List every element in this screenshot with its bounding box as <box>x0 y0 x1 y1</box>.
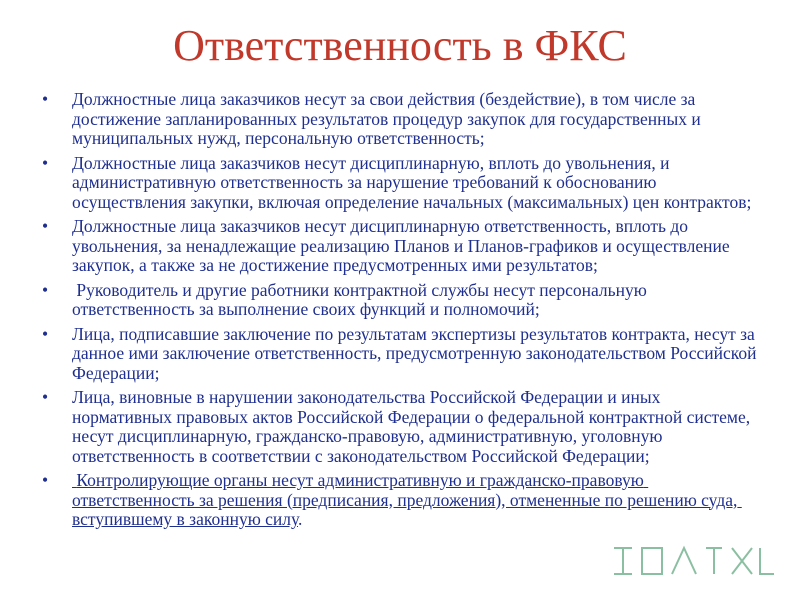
bullet-dot-icon: • <box>42 216 49 236</box>
bullet-dot-icon: • <box>42 470 49 490</box>
bullet-item <box>40 388 760 466</box>
bullet-item <box>40 325 760 384</box>
watermark-logo-icon <box>608 540 778 580</box>
slide-title: Ответственность в ФКС <box>173 21 627 70</box>
bullet-trailing-period: . <box>298 509 303 529</box>
bullet-dot-icon: • <box>42 279 49 300</box>
bullet-list <box>40 90 760 535</box>
bullet-text: Должностные лица заказчиков несут дисциплинарную ответственность, вплоть до увольнения, за ненадлежащие реализацию Планов и Планов-графиков и осуществление закупок, а также за не достижение предусмотренных ими результатов; <box>72 216 730 275</box>
bullet-text: Лица, подписавшие заключение по результатам экспертизы результатов контракта, несут за данное ими заключение ответственность, предусмотренную законодательством Российской Федерации; <box>72 323 757 383</box>
bullet-item <box>40 154 760 213</box>
bullet-text: Руководитель и другие работники контрактной службы несут персональную ответственность за выполнение своих функций и полномочий; <box>72 279 652 319</box>
bullet-text: Должностные лица заказчиков несут за свои действия (бездействие), в том числе за достижение запланированных результатов процедур закупок для государственных и муниципальных нужд, персональную ответственность; <box>72 89 701 148</box>
bullet-dot-icon: • <box>42 323 49 344</box>
bullet-item <box>40 90 760 149</box>
bullet-item <box>40 471 760 530</box>
bullet-dot-icon: • <box>42 152 49 173</box>
bullet-dot-icon: • <box>42 89 49 109</box>
bullet-item <box>40 217 760 276</box>
bullet-item <box>40 281 760 320</box>
bullet-text: Лица, виновные в нарушении законодательства Российской Федерации и иных нормативных правовых актов Российской Федерации о федеральной контрактной системе, несут дисциплинарную, гражданско-правовую, административную, уголовную ответственность в соответствии с законодательством Российской Федерации; <box>72 387 751 466</box>
bullet-dot-icon: • <box>42 387 49 407</box>
bullet-text: Должностные лица заказчиков несут дисциплинарную, вплоть до увольнения, и административную ответственность за нарушение требований к обоснованию осуществления закупки, включая определение начальных (максимальных) цен контрактов; <box>72 152 752 212</box>
bullet-link-text[interactable]: Контролирующие органы несут административную и гражданско-правовую ответственность за решения (предписания, предложения), отмененные по решению суда, вступившему в законную силу <box>72 470 742 529</box>
